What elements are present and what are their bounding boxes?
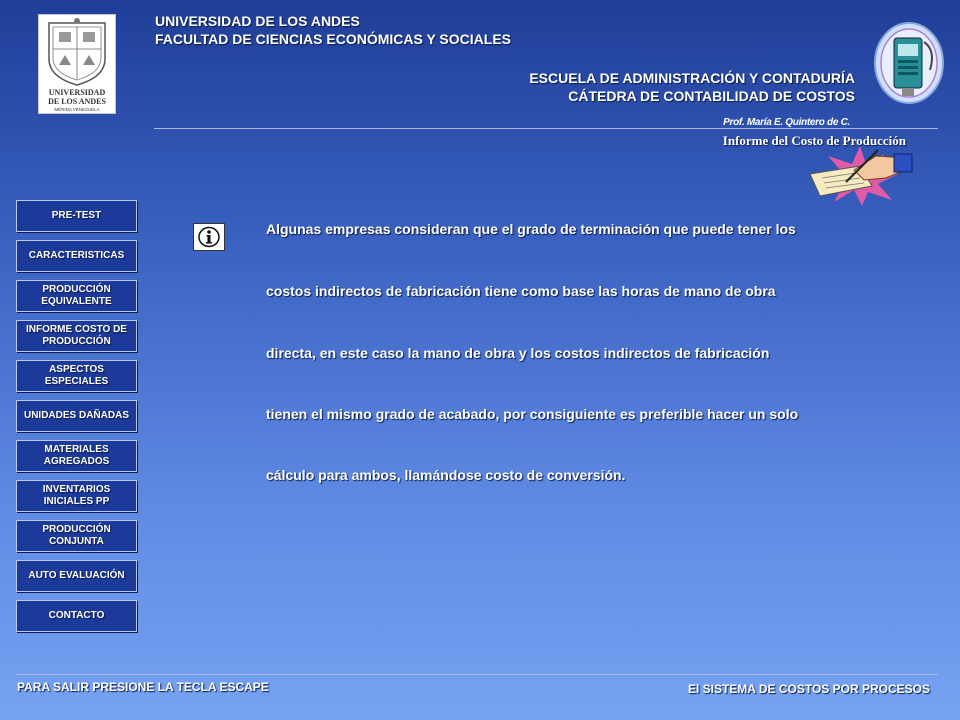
- logo-line1: UNIVERSIDAD: [48, 88, 106, 97]
- nav-pre-test[interactable]: PRE-TEST: [16, 200, 137, 232]
- chair-name: CÁTEDRA DE CONTABILIDAD DE COSTOS: [568, 88, 855, 104]
- nav-auto-evaluacion[interactable]: AUTO EVALUACIÓN: [16, 560, 137, 592]
- content-line-1: Algunas empresas consideran que el grado de terminación que puede tener los: [266, 221, 796, 237]
- system-title: El SISTEMA DE COSTOS POR PROCESOS: [687, 682, 930, 696]
- page-title: Informe del Costo de Producción: [722, 133, 906, 148]
- nav-materiales-agregados[interactable]: MATERIALES AGREGADOS: [16, 440, 137, 472]
- info-icon[interactable]: [193, 223, 225, 251]
- nav-informe-costo[interactable]: INFORME COSTO DE PRODUCCIÓN: [16, 320, 137, 352]
- content-line-4: tienen el mismo grado de acabado, por consiguiente es preferible hacer un solo: [266, 406, 799, 422]
- logo-line3: MÉRIDA VENEZUELA: [54, 107, 100, 112]
- university-name: UNIVERSIDAD DE LOS ANDES: [155, 13, 360, 29]
- content-line-3: directa, en este caso la mano de obra y los costos indirectos de fabricación: [266, 345, 770, 361]
- nav-inventarios-iniciales[interactable]: INVENTARIOS INICIALES PP: [16, 480, 137, 512]
- footer-divider: [16, 674, 938, 675]
- logo-line2: DE LOS ANDES: [48, 97, 106, 106]
- university-logo: [38, 14, 116, 114]
- content-line-5: cálculo para ambos, llamándose costo de conversión.: [266, 467, 626, 483]
- header-divider: [154, 128, 938, 129]
- school-name: ESCUELA DE ADMINISTRACIÓN Y CONTADURÍA: [529, 70, 855, 86]
- nav-produccion-equivalente[interactable]: PRODUCCIÓN EQUIVALENTE: [16, 280, 137, 312]
- nav-contacto[interactable]: CONTACTO: [16, 600, 137, 632]
- content-line-2: costos indirectos de fabricación tiene como base las horas de mano de obra: [266, 283, 776, 299]
- nav-aspectos-especiales[interactable]: ASPECTOS ESPECIALES: [16, 360, 137, 392]
- professor-name: Prof. María E. Quintero de C.: [723, 117, 850, 128]
- nav-produccion-conjunta[interactable]: PRODUCCIÓN CONJUNTA: [16, 520, 137, 552]
- exit-instruction: PARA SALIR PRESIONE LA TECLA ESCAPE: [17, 680, 269, 694]
- nav-caracteristicas[interactable]: CARACTERISTICAS: [16, 240, 137, 272]
- writing-hand-clipart: [806, 144, 914, 208]
- faculty-name: FACULTAD DE CIENCIAS ECONÓMICAS Y SOCIALES: [155, 31, 511, 47]
- phone-clipart: [872, 20, 946, 106]
- nav-unidades-danadas[interactable]: UNIDADES DAÑADAS: [16, 400, 137, 432]
